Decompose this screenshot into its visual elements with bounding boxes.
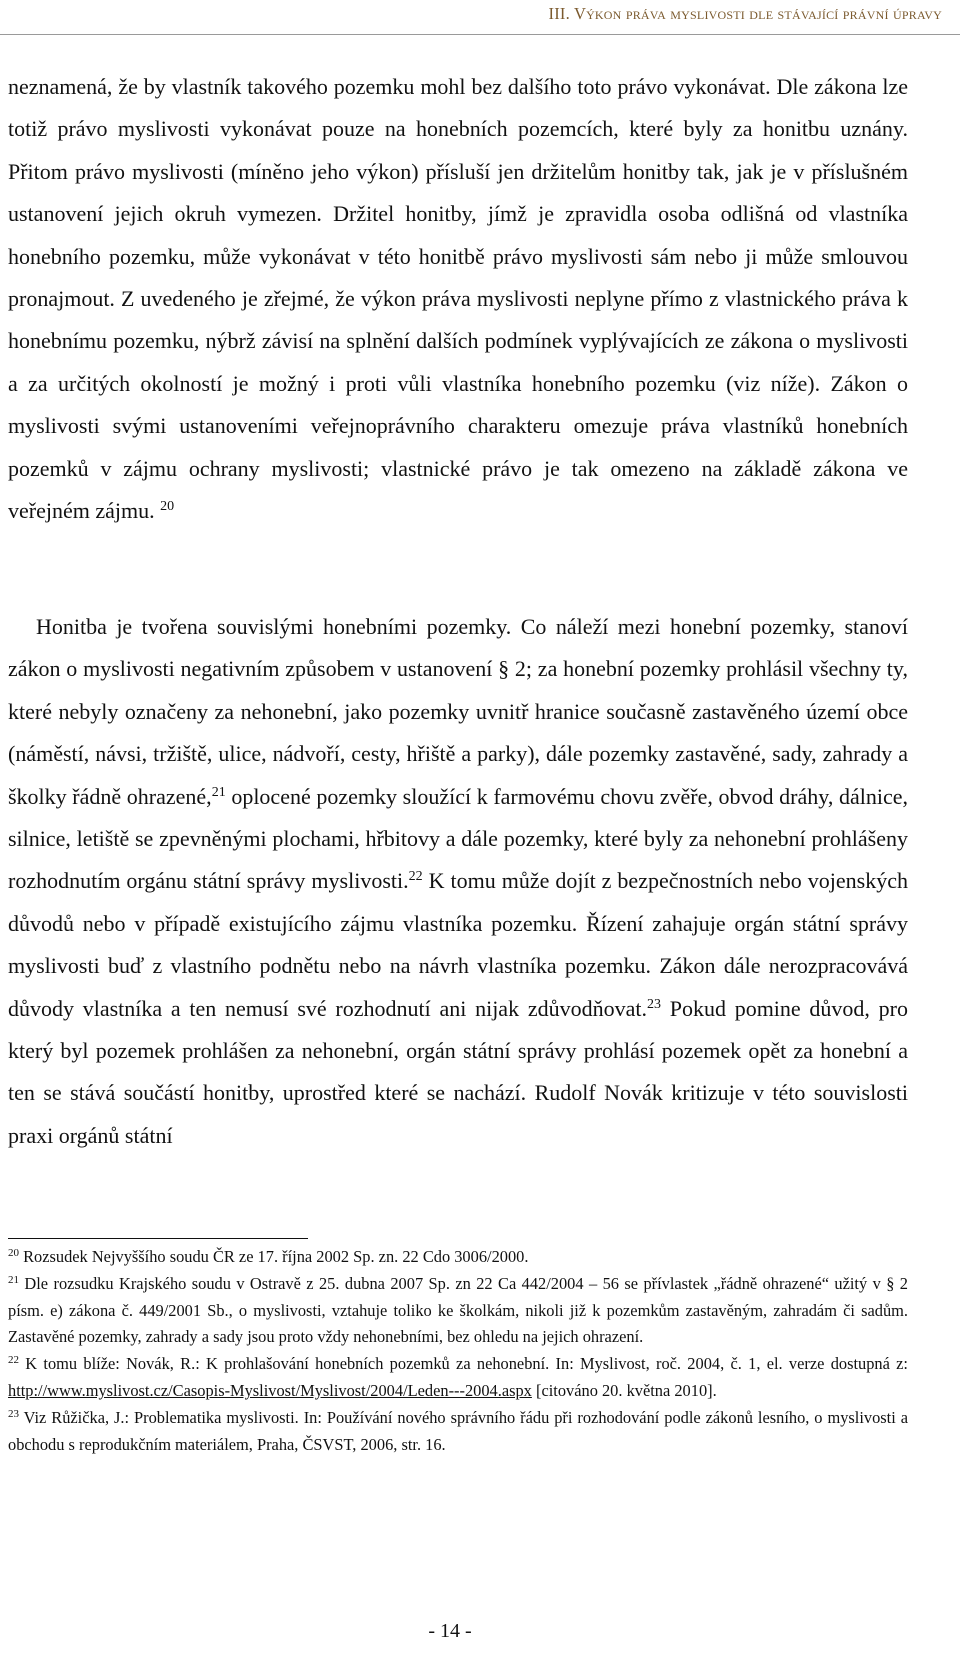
footnote-22-text-a: K tomu blíže: Novák, R.: K prohlašování honebních pozemků za nehonební. In: Myslivost, roč. 2004, č. 1, el. verze dostupná z: bbox=[19, 1354, 908, 1374]
footnote-22 bbox=[8, 1351, 908, 1405]
footnote-23-number: 23 bbox=[8, 1407, 19, 1420]
footnote-20-number: 20 bbox=[8, 1247, 19, 1259]
footnote-ref-20[interactable]: 20 bbox=[160, 499, 175, 515]
paragraph-1 bbox=[8, 66, 908, 532]
footnote-21-text: Dle rozsudku Krajského soudu v Ostravě z 25. dubna 2007 Sp. zn 22 Ca 442/2004 – 56 se přívlastek „řádně ohrazené“ užitý v § 2 písm. e) zákona č. 449/2001 Sb., o myslivosti, vztahuje toliko ke školkám, nikoli již k pozemkům zastavěným, zahradám či sadům. Zastavěné pozemky, zahrady a sady jsou proto vždy nehonebními, bez ohledu na jejich ohrazení. bbox=[8, 1273, 908, 1347]
footnote-20-text: Rozsudek Nejvyššího soudu ČR ze 17. října 2002 Sp. zn. 22 Cdo 3006/2000. bbox=[19, 1247, 529, 1266]
footnote-22-text-b: [citováno 20. května 2010]. bbox=[531, 1380, 717, 1400]
header-rule bbox=[0, 34, 960, 35]
footnote-23-text: Viz Růžička, J.: Problematika myslivosti. In: Používání nového správního řádu při rozhodování podle zákonů lesního, o myslivosti a obchodu s reprodukčním materiálem, Praha, ČSVST, 2006, str. 16. bbox=[8, 1407, 908, 1454]
paragraph-1-text: neznamená, že by vlastník takového pozemku mohl bez dalšího toto právo vykonávat. Dle zákona lze totiž právo myslivosti vykonávat pouze na honebních pozemcích, které byly za honitbu uznány. Přitom právo myslivosti (míněno jeho výkon) přísluší jen držitelům honitby tak, jak je v příslušném ustanovení jejich okruh vymezen. Držitel honitby, jímž je zpravidla osoba odlišná od vlastníka honebního pozemku, může vykonávat v této honitbě právo myslivosti sám nebo ji může smlouvou pronajmout. Z uvedeného je zřejmé, že výkon práva myslivosti neplyne přímo z vlastnického práva k honebnímu pozemku, nýbrž závisí na splnění dalších podmínek vyplývajících ze zákona o myslivosti a za určitých okolností je možný i proti vůli vlastníka honebního pozemku (viz níže). Zákon o myslivosti svými ustanoveními veřejnoprávního charakteru omezuje práva vlastníků honebních pozemků v zájmu ochrany myslivosti; vlastnické právo je tak omezeno na základě zákona ve veřejném zájmu. bbox=[8, 74, 908, 524]
page-number: - 14 - bbox=[428, 1620, 472, 1642]
paragraph-2-text-b: oplocené pozemky sloužící k farmovému chovu zvěře, obvod dráhy, dálnice, silnice, letiště se zpevněnými plochami, hřbitovy a dále pozemky, které byly za nehonební prohlášeny rozhodnutím orgánu státní správy myslivosti. bbox=[8, 783, 908, 894]
footnote-23 bbox=[8, 1405, 908, 1459]
paragraph-2 bbox=[8, 606, 908, 1157]
footnote-20 bbox=[8, 1244, 908, 1271]
paragraph-2-text-a: Honitba je tvořena souvislými honebními pozemky. Co náleží mezi honební pozemky, stanoví zákon o myslivosti negativním způsobem v ustanovení § 2; za honební pozemky prohlásil všechny ty, které nebyly označeny za nehonební, jako pozemky uvnitř hranice současně zastavěného území obce (náměstí, návsi, tržiště, ulice, nádvoří, cesty, hřiště a parky), dále pozemky zastavěné, sady, zahrady a školky řádně ohrazené, bbox=[8, 614, 908, 809]
footnotes bbox=[8, 1244, 908, 1458]
footnote-separator bbox=[8, 1238, 308, 1239]
footnote-ref-22[interactable]: 22 bbox=[408, 869, 423, 885]
footnote-22-number: 22 bbox=[8, 1354, 19, 1367]
footnote-21-number: 21 bbox=[8, 1273, 19, 1286]
footnote-ref-21[interactable]: 21 bbox=[211, 784, 226, 800]
running-header-title: III. Výkon práva myslivosti dle stávající právní úpravy bbox=[548, 4, 942, 23]
paragraph-2-text-c: K tomu může dojít z bezpečnostních nebo vojenských důvodů nebo v případě existujícího zájmu vlastníka pozemku. Řízení zahajuje orgán státní správy myslivosti buď z vlastního podnětu nebo na návrh vlastníka pozemku. Zákon dále nerozpracovává důvody vlastníka a ten nemusí své rozhodnutí ani nijak zdůvodňovat. bbox=[8, 868, 909, 1021]
footnote-21 bbox=[8, 1271, 908, 1351]
footnote-ref-23[interactable]: 23 bbox=[646, 996, 661, 1012]
running-header bbox=[0, 4, 942, 24]
footnote-22-link[interactable]: http://www.myslivost.cz/Casopis-Myslivost/Myslivost/2004/Leden---2004.aspx bbox=[8, 1380, 532, 1400]
paragraph-2-text-d: Pokud pomine důvod, pro který byl pozemek prohlášen za nehonební, orgán státní správy prohlásí pozemek opět za honební a ten se stává součástí honitby, uprostřed které se nachází. Rudolf Novák kritizuje v této souvislosti praxi orgánů státní bbox=[8, 995, 908, 1148]
